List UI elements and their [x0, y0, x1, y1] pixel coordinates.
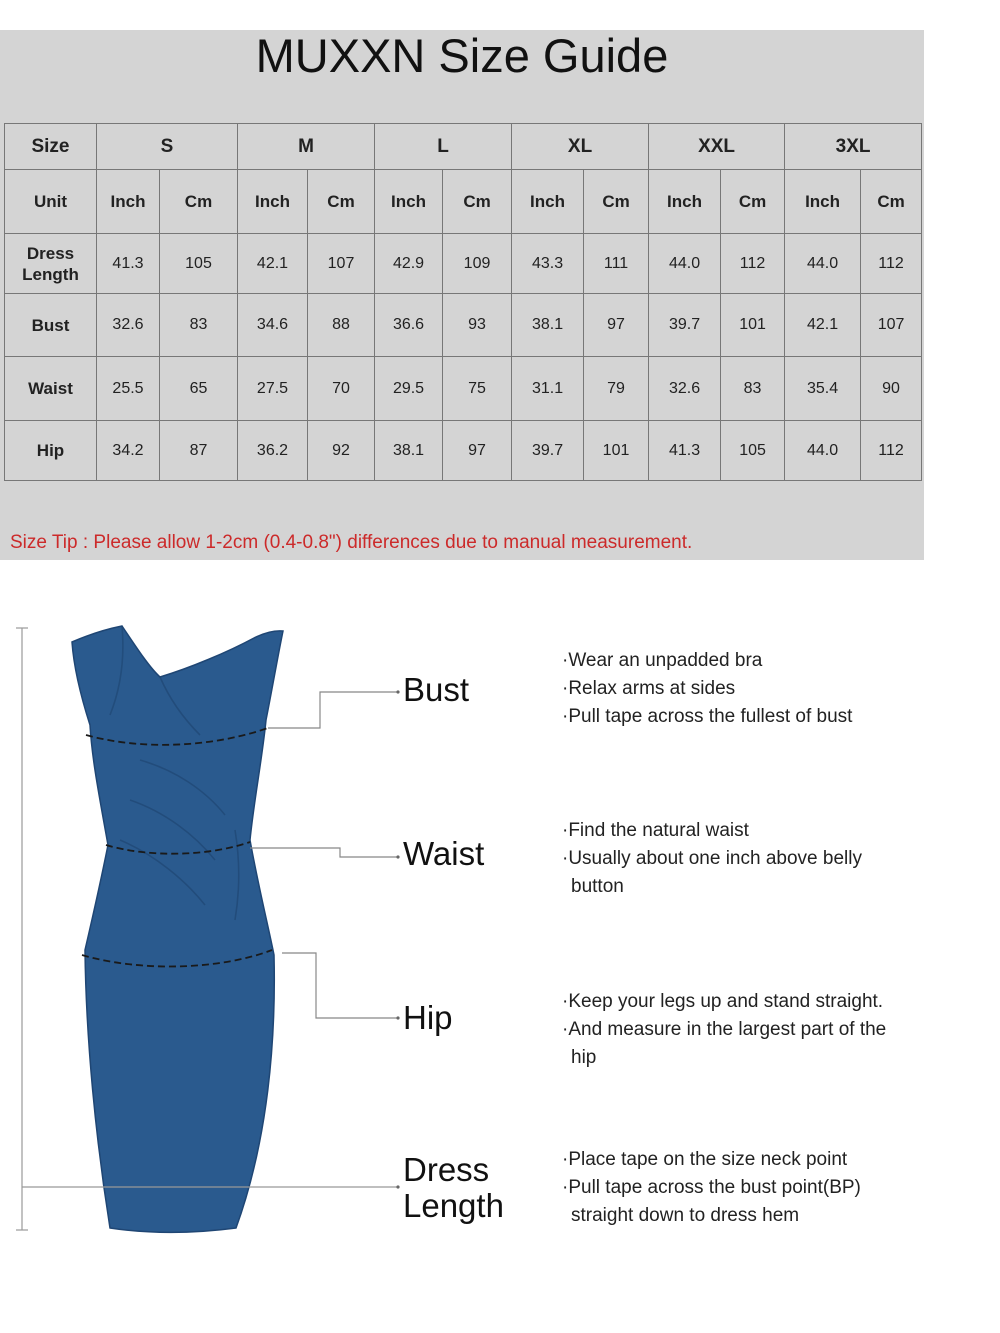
tip-line: ·And measure in the largest part of the	[562, 1019, 887, 1040]
tip-line: ·Place tape on the size neck point	[562, 1149, 848, 1170]
hip-label: Hip	[403, 999, 453, 1036]
dress-length-label-line: Length	[403, 1187, 504, 1224]
table-cell: 29.5	[375, 357, 443, 421]
unit-inch: Inch	[238, 170, 308, 234]
size-tip: Size Tip : Please allow 1-2cm (0.4-0.8") differences due to manual measurement.	[10, 532, 693, 553]
table-cell: 31.1	[512, 357, 584, 421]
table-cell: 34.6	[238, 294, 308, 357]
tip-line: hip	[571, 1047, 597, 1068]
table-cell: 105	[721, 421, 785, 481]
table-cell: 83	[160, 294, 238, 357]
table-cell: 65	[160, 357, 238, 421]
table-cell: 70	[308, 357, 375, 421]
table-cell: 88	[308, 294, 375, 357]
table-cell: 101	[584, 421, 649, 481]
size-m: M	[238, 124, 375, 170]
table-cell: 39.7	[512, 421, 584, 481]
unit-cm: Cm	[584, 170, 649, 234]
unit-inch: Inch	[375, 170, 443, 234]
row-label-dress-length	[5, 234, 97, 294]
size-3xl: 3XL	[785, 124, 922, 170]
table-cell: 112	[861, 234, 922, 294]
table-cell: 25.5	[97, 357, 160, 421]
table-cell: 105	[160, 234, 238, 294]
table-cell: 36.6	[375, 294, 443, 357]
table-cell: 83	[721, 357, 785, 421]
table-cell: 87	[160, 421, 238, 481]
unit-row	[5, 170, 922, 234]
waist-label: Waist	[403, 835, 485, 872]
unit-cm: Cm	[443, 170, 512, 234]
table-row-waist	[5, 357, 922, 421]
unit-label: Unit	[5, 170, 97, 234]
table-cell: 112	[721, 234, 785, 294]
table-cell: 38.1	[512, 294, 584, 357]
table-cell: 101	[721, 294, 785, 357]
tip-line: ·Usually about one inch above belly	[562, 848, 862, 869]
table-cell: 38.1	[375, 421, 443, 481]
size-table	[4, 123, 922, 481]
row-label-waist: Waist	[5, 357, 97, 421]
unit-cm: Cm	[160, 170, 238, 234]
row-label-line: Dress	[26, 243, 75, 263]
table-cell: 41.3	[97, 234, 160, 294]
bust-tips	[562, 647, 852, 731]
table-cell: 44.0	[649, 234, 721, 294]
table-cell: 75	[443, 357, 512, 421]
tip-line: ·Wear an unpadded bra	[562, 650, 763, 671]
tip-line: ·Find the natural waist	[562, 820, 749, 841]
row-label-line: Length	[22, 264, 79, 284]
dress-length-label	[403, 1152, 504, 1224]
dress-shape	[72, 626, 283, 1233]
waist-tips	[562, 817, 862, 901]
table-cell: 109	[443, 234, 512, 294]
table-cell: 35.4	[785, 357, 861, 421]
tip-line: ·Pull tape across the bust point(BP)	[562, 1177, 861, 1198]
size-header-row	[5, 124, 922, 170]
table-cell: 107	[308, 234, 375, 294]
tip-line: button	[571, 876, 624, 897]
table-cell: 32.6	[97, 294, 160, 357]
table-cell: 111	[584, 234, 649, 294]
table-cell: 42.9	[375, 234, 443, 294]
unit-inch: Inch	[649, 170, 721, 234]
unit-cm: Cm	[861, 170, 922, 234]
table-cell: 43.3	[512, 234, 584, 294]
size-xxl: XXL	[649, 124, 785, 170]
size-l: L	[375, 124, 512, 170]
table-cell: 97	[443, 421, 512, 481]
tip-line: ·Pull tape across the fullest of bust	[562, 706, 853, 727]
length-tips	[562, 1146, 861, 1230]
size-header-cell: Size	[5, 124, 97, 170]
table-cell: 36.2	[238, 421, 308, 481]
row-label-hip: Hip	[5, 421, 97, 481]
hip-tips	[562, 988, 886, 1072]
table-cell: 107	[861, 294, 922, 357]
length-ruler	[16, 628, 28, 1230]
table-cell: 44.0	[785, 421, 861, 481]
tip-line: ·Keep your legs up and stand straight.	[562, 991, 884, 1012]
table-cell: 44.0	[785, 234, 861, 294]
dress-length-label-line: Dress	[403, 1151, 490, 1188]
table-cell: 39.7	[649, 294, 721, 357]
table-cell: 27.5	[238, 357, 308, 421]
page-title: MUXXN Size Guide	[255, 29, 669, 82]
table-cell: 90	[861, 357, 922, 421]
size-xl: XL	[512, 124, 649, 170]
table-cell: 41.3	[649, 421, 721, 481]
unit-cm: Cm	[308, 170, 375, 234]
bust-label: Bust	[403, 671, 470, 708]
tip-line: ·Relax arms at sides	[562, 678, 736, 699]
table-row-dress-length	[5, 234, 922, 294]
table-cell: 79	[584, 357, 649, 421]
table-cell: 97	[584, 294, 649, 357]
table-cell: 92	[308, 421, 375, 481]
table-cell: 42.1	[785, 294, 861, 357]
table-cell: 112	[861, 421, 922, 481]
unit-inch: Inch	[97, 170, 160, 234]
unit-cm: Cm	[721, 170, 785, 234]
tip-line: straight down to dress hem	[571, 1205, 800, 1226]
size-s: S	[97, 124, 238, 170]
unit-inch: Inch	[512, 170, 584, 234]
table-cell: 42.1	[238, 234, 308, 294]
row-label-bust: Bust	[5, 294, 97, 357]
unit-inch: Inch	[785, 170, 861, 234]
table-row-hip	[5, 421, 922, 481]
table-cell: 34.2	[97, 421, 160, 481]
table-row-bust	[5, 294, 922, 357]
table-cell: 32.6	[649, 357, 721, 421]
table-cell: 93	[443, 294, 512, 357]
